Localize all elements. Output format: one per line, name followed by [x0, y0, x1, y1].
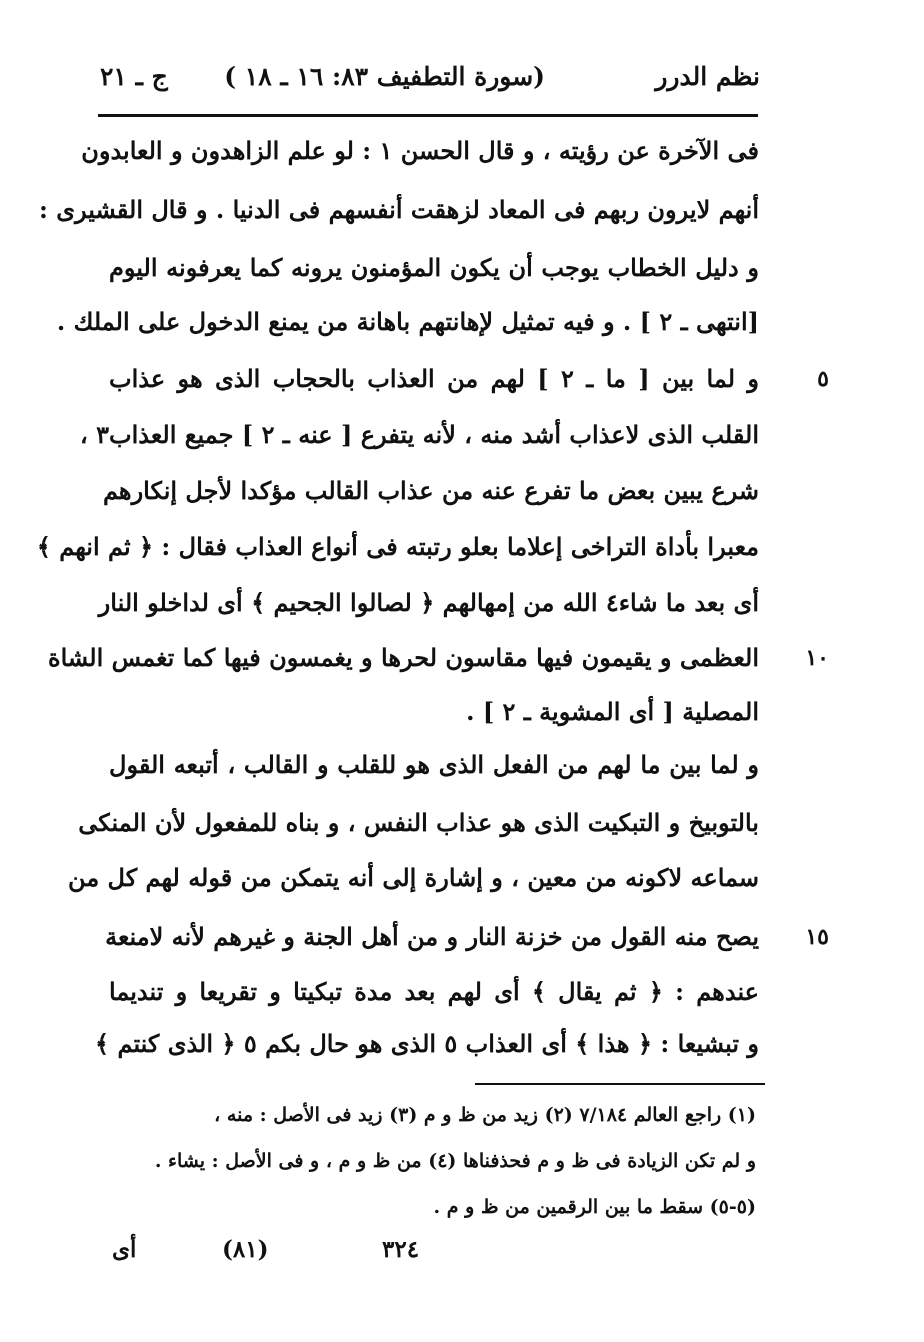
- text-line: القلب الذى لاعذاب أشد منه ، لأنه يتفرع [ عنه ـ ٢ ] جميع العذاب٣ ،: [79, 420, 759, 449]
- text-line: و لما بين [ ما ـ ٢ ] لهم من العذاب بالحجاب الذى هو عذاب: [109, 364, 759, 393]
- text-line: سماعه لاكونه من معين ، و إشارة إلى أنه يتمكن من قوله لهم كل من: [68, 863, 759, 892]
- text-line: معبرا بأداة التراخى إعلاما بعلو رتبته فى أنواع العذاب فقال : ﴿ ثم انهم ﴾: [36, 532, 759, 561]
- footnote-line: (١) راجع العالم ٧/١٨٤ (٢) زيد من ظ و م (٣) زيد فى الأصل : منه ،: [214, 1104, 756, 1126]
- text-line: أى بعد ما شاء٤ الله من إمهالهم ﴿ لصالوا الجحيم ﴾ أى لداخلو النار: [98, 588, 759, 617]
- text-line: يصح منه القول من خزنة النار و من أهل الجنة و غيرهم لأنه لامنعة: [105, 922, 759, 951]
- text-line: و تبشيعا : ﴿ هذا ﴾ أى العذاب ٥ الذى هو حال بكم ٥ ﴿ الذى كنتم ﴾: [95, 1029, 759, 1058]
- text-line: المصلية [ أى المشوية ـ ٢ ] .: [466, 697, 759, 726]
- page-header: [100, 58, 760, 102]
- text-line: العظمى و يقيمون فيها مقاسون لحرها و يغمسون فيها كما تغمس الشاة: [48, 643, 759, 672]
- text-line: [انتهى ـ ٢ ] . و فيه تمثيل لإهانتهم باهانة من يمنع الدخول على الملك .: [56, 307, 759, 336]
- catchword: أى: [112, 1236, 137, 1263]
- text-line: فى الآخرة عن رؤيته ، و قال الحسن ١ : لو علم الزاهدون و العابدون: [81, 136, 759, 165]
- page-number: ٣٢٤: [382, 1236, 420, 1263]
- line-number: ٥: [817, 366, 829, 392]
- book-title: نظم الدرر: [655, 62, 760, 91]
- text-line: أنهم لايرون ربهم فى المعاد لزهقت أنفسهم فى الدنيا . و قال القشيرى :: [38, 195, 759, 224]
- volume-number: ج ـ ٢١: [100, 62, 168, 91]
- line-number: ١٥: [805, 924, 829, 950]
- surah-reference: (سورة التطفيف ٨٣: ١٦ ـ ١٨ ): [224, 62, 545, 91]
- text-line: و دليل الخطاب يوجب أن يكون المؤمنون يرونه كما يعرفونه اليوم: [109, 253, 759, 282]
- text-line: و لما بين ما لهم من الفعل الذى هو للقلب و القالب ، أتبعه القول: [109, 750, 759, 779]
- line-number: ١٠: [805, 645, 829, 671]
- footnote-line: (٥-٥) سقط ما بين الرقمين من ظ و م .: [433, 1196, 756, 1218]
- header-rule: [98, 114, 758, 117]
- text-line: عندهم : ﴿ ثم يقال ﴾ أى لهم بعد مدة تبكيتا و تقريعا و تنديما: [109, 977, 759, 1006]
- footnote-rule: [475, 1083, 765, 1085]
- manuscript-reference: (٨١): [222, 1236, 269, 1263]
- footnote-line: و لم تكن الزيادة فى ظ و م فحذفناها (٤) من ظ و م ، و فى الأصل : يشاء .: [154, 1150, 756, 1172]
- text-line: بالتوبيخ و التبكيت الذى هو عذاب النفس ، و بناه للمفعول لأن المنكى: [78, 808, 759, 837]
- text-line: شرع يبين بعض ما تفرع عنه من عذاب القالب مؤكدا لأجل إنكارهم: [102, 476, 759, 505]
